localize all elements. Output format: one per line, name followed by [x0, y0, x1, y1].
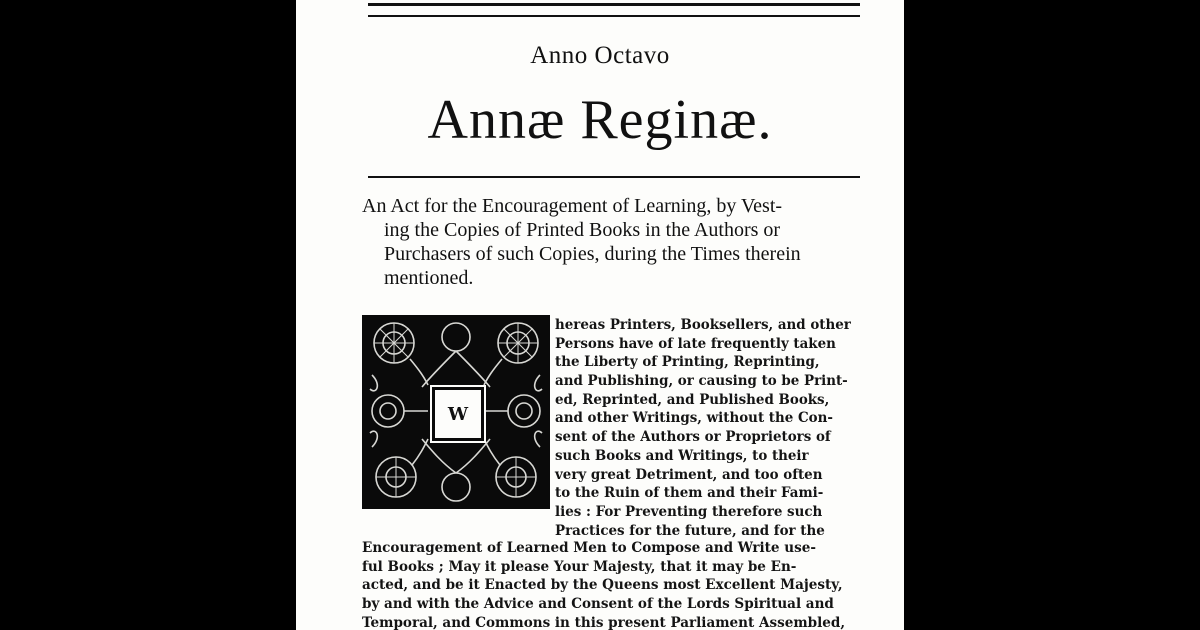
body-line: hereas Printers, Booksellers, and other: [555, 317, 851, 333]
document-page: [296, 0, 904, 630]
woodcut-initial-ornament: [362, 315, 550, 509]
body-text-full-width: [362, 539, 862, 630]
body-line: ful Books ; May it please Your Majesty, that it may be En-: [362, 558, 797, 575]
body-line: the Liberty of Printing, Reprinting,: [555, 354, 820, 371]
body-line: Encouragement of Learned Men to Compose and Write use-: [362, 540, 816, 556]
act-title-line: Purchasers of such Copies, during the Times therein: [384, 243, 801, 265]
act-title-line: mentioned.: [384, 267, 474, 289]
title-divider-rule: [368, 176, 860, 178]
annae-reginae-title: Annæ Reginæ.: [427, 89, 773, 151]
body-line: and other Writings, without the Con-: [555, 410, 833, 427]
body-line: lies : For Preventing therefore such: [555, 503, 823, 520]
anno-octavo-heading: Anno Octavo: [530, 42, 670, 69]
body-line: and Publishing, or causing to be Print-: [555, 373, 848, 390]
body-line: to the Ruin of them and their Fami-: [555, 485, 824, 502]
body-line: sent of the Authors or Proprietors of: [555, 429, 831, 446]
body-line: ed, Reprinted, and Published Books,: [555, 391, 830, 408]
top-rule-thin: [368, 15, 860, 17]
act-title-line: ing the Copies of Printed Books in the Authors or: [384, 219, 781, 241]
body-text-beside-ornament: [555, 316, 865, 540]
body-line: such Books and Writings, to their: [555, 447, 809, 464]
body-line: Persons have of late frequently taken: [555, 335, 836, 352]
body-line: very great Detriment, and too often: [555, 466, 823, 483]
act-title: [362, 194, 862, 290]
body-line: by and with the Advice and Consent of the Lords Spiritual and: [362, 596, 834, 613]
body-line: acted, and be it Enacted by the Queens most Excellent Majesty,: [362, 577, 843, 594]
body-line: Practices for the future, and for the: [555, 522, 825, 539]
drop-cap-initial: W: [432, 387, 484, 441]
act-title-line: An Act for the Encouragement of Learning, by Vest-: [362, 195, 783, 217]
top-rule-thick: [368, 3, 860, 6]
body-line: Temporal, and Commons in this present Parliament Assembled,: [362, 614, 846, 630]
